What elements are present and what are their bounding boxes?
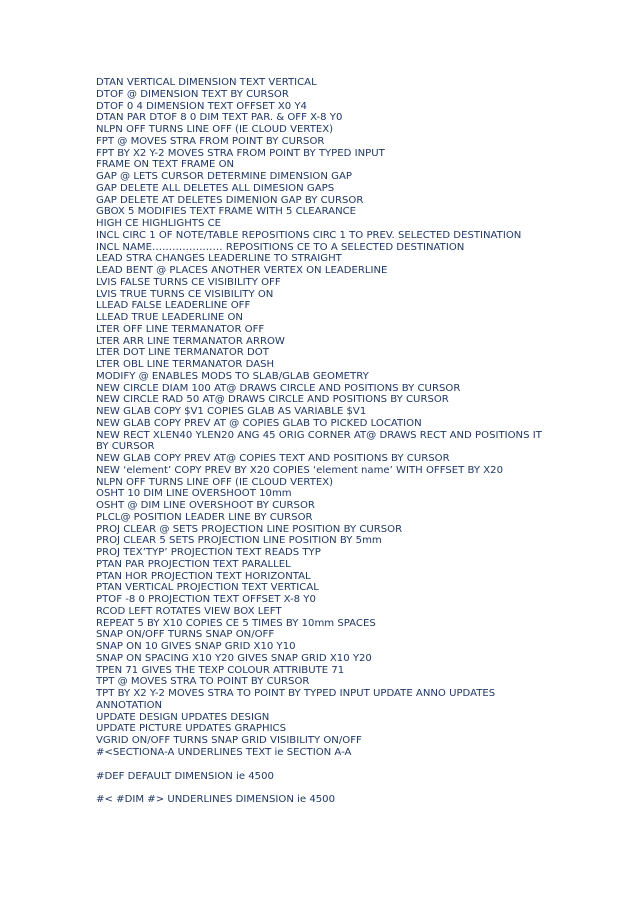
command-line: FRAME ON TEXT FRAME ON bbox=[96, 159, 235, 171]
command-line: NEW CIRCLE RAD 50 AT@ DRAWS CIRCLE AND POSITIONS BY CURSOR bbox=[96, 394, 449, 406]
command-line: INCL NAME………………… REPOSITIONS CE TO A SELECTED DESTINATION bbox=[96, 241, 465, 253]
command-line: LTER ARR LINE TERMANATOR ARROW bbox=[96, 335, 285, 347]
command-line: OSHT @ DIM LINE OVERSHOOT BY CURSOR bbox=[96, 500, 315, 511]
command-line: PROJ TEX’TYP’ PROJECTION TEXT READS TYP bbox=[96, 547, 321, 558]
command-line: DTAN PAR DTOF 8 0 DIM TEXT PAR. & OFF X-8 Y0 bbox=[96, 112, 343, 124]
command-line: FPT @ MOVES STRA FROM POINT BY CURSOR bbox=[96, 135, 325, 147]
command-line: NEW GLAB COPY PREV AT @ COPIES GLAB TO PICKED LOCATION bbox=[96, 417, 422, 429]
command-line: #<SECTIONA-A UNDERLINES TEXT ie SECTION A-A bbox=[96, 746, 352, 758]
command-line: SNAP ON 10 GIVES SNAP GRID X10 Y10 bbox=[96, 641, 296, 652]
command-line: PROJ CLEAR 5 SETS PROJECTION LINE POSITION BY 5mm bbox=[96, 535, 382, 547]
command-list bbox=[96, 77, 556, 806]
command-line: PTAN PAR PROJECTION TEXT PARALLEL bbox=[96, 558, 291, 570]
command-line: UPDATE PICTURE UPDATES GRAPHICS bbox=[96, 723, 286, 735]
command-line: GAP DELETE AT DELETES DIMENION GAP BY CURSOR bbox=[96, 194, 364, 206]
command-line: PROJ CLEAR @ SETS PROJECTION LINE POSITION BY CURSOR bbox=[96, 523, 403, 535]
command-line: LEAD BENT @ PLACES ANOTHER VERTEX ON LEADERLINE bbox=[96, 265, 388, 276]
command-line: TPT BY X2 Y-2 MOVES STRA TO POINT BY TYPED INPUT UPDATE ANNO UPDATES bbox=[96, 688, 496, 699]
command-line: NLPN OFF TURNS LINE OFF (IE CLOUD VERTEX) bbox=[96, 124, 334, 135]
paragraph-gap bbox=[96, 759, 556, 771]
command-line: VGRID ON/OFF TURNS SNAP GRID VISIBILITY ON/OFF bbox=[96, 735, 362, 746]
command-line: LTER OFF LINE TERMANATOR OFF bbox=[96, 323, 265, 335]
command-line: GAP DELETE ALL DELETES ALL DIMESION GAPS bbox=[96, 182, 335, 194]
command-line: TPEN 71 GIVES THE TEXP COLOUR ATTRIBUTE 71 bbox=[96, 664, 345, 676]
command-line: LEAD STRA CHANGES LEADERLINE TO STRAIGHT bbox=[96, 253, 342, 265]
command-line: GBOX 5 MODIFIES TEXT FRAME WITH 5 CLEARANCE bbox=[96, 206, 357, 218]
command-line: RCOD LEFT ROTATES VIEW BOX LEFT bbox=[96, 605, 282, 617]
command-line: LTER DOT LINE TERMANATOR DOT bbox=[96, 347, 269, 359]
command-line: FPT BY X2 Y-2 MOVES STRA FROM POINT BY TYPED INPUT bbox=[96, 147, 385, 159]
command-line: LVIS TRUE TURNS CE VISIBILITY ON bbox=[96, 288, 274, 300]
command-line: NLPN OFF TURNS LINE OFF (IE CLOUD VERTEX) bbox=[96, 476, 334, 488]
paragraph-gap bbox=[96, 782, 556, 794]
command-line: MODIFY @ ENABLES MODS TO SLAB/GLAB GEOMETRY bbox=[96, 370, 369, 382]
command-line: HIGH CE HIGHLIGHTS CE bbox=[96, 218, 222, 229]
command-line: TPT @ MOVES STRA TO POINT BY CURSOR bbox=[96, 676, 310, 688]
command-line-dim: #< #DIM #> UNDERLINES DIMENSION ie 4500 bbox=[96, 794, 336, 806]
command-line: PLCL@ POSITION LEADER LINE BY CURSOR bbox=[96, 511, 313, 523]
command-line: NEW GLAB COPY PREV AT@ COPIES TEXT AND POSITIONS BY CURSOR bbox=[96, 453, 450, 464]
command-line: SNAP ON SPACING X10 Y20 GIVES SNAP GRID X10 Y20 bbox=[96, 652, 372, 664]
command-lines bbox=[96, 77, 556, 759]
command-line: REPEAT 5 BY X10 COPIES CE 5 TIMES BY 10mm SPACES bbox=[96, 617, 376, 629]
command-line: DTOF @ DIMENSION TEXT BY CURSOR bbox=[96, 88, 289, 100]
command-line: SNAP ON/OFF TURNS SNAP ON/OFF bbox=[96, 629, 275, 641]
command-line: DTOF 0 4 DIMENSION TEXT OFFSET X0 Y4 bbox=[96, 100, 307, 112]
command-line: NEW CIRCLE DIAM 100 AT@ DRAWS CIRCLE AND POSITIONS BY CURSOR bbox=[96, 382, 461, 394]
command-line: PTAN VERTICAL PROJECTION TEXT VERTICAL bbox=[96, 582, 319, 594]
command-line: DTAN VERTICAL DIMENSION TEXT VERTICAL bbox=[96, 77, 317, 88]
command-line: INCL CIRC 1 OF NOTE/TABLE REPOSITIONS CIRC 1 TO PREV. SELECTED DESTINATION bbox=[96, 229, 522, 241]
command-line: PTOF -8 0 PROJECTION TEXT OFFSET X-8 Y0 bbox=[96, 594, 316, 605]
command-line: PTAN HOR PROJECTION TEXT HORIZONTAL bbox=[96, 570, 311, 582]
command-line: NEW RECT XLEN40 YLEN20 ANG 45 ORIG CORNER AT@ DRAWS RECT AND POSITIONS IT bbox=[96, 429, 542, 441]
command-line: NEW ‘element’ COPY PREV BY X20 COPIES ‘element name’ WITH OFFSET BY X20 bbox=[96, 464, 503, 476]
command-line: LTER OBL LINE TERMANATOR DASH bbox=[96, 359, 275, 370]
command-line: OSHT 10 DIM LINE OVERSHOOT 10mm bbox=[96, 488, 292, 500]
command-line: LLEAD FALSE LEADERLINE OFF bbox=[96, 300, 251, 312]
command-line: UPDATE DESIGN UPDATES DESIGN bbox=[96, 711, 270, 723]
command-line: ANNOTATION bbox=[96, 699, 163, 711]
command-line: GAP @ LETS CURSOR DETERMINE DIMENSION GAP bbox=[96, 171, 352, 182]
command-line: NEW GLAB COPY $V1 COPIES GLAB AS VARIABLE $V1 bbox=[96, 406, 367, 417]
command-line: LVIS FALSE TURNS CE VISIBILITY OFF bbox=[96, 276, 281, 288]
command-line-def: #DEF DEFAULT DIMENSION ie 4500 bbox=[96, 770, 274, 782]
command-line: LLEAD TRUE LEADERLINE ON bbox=[96, 312, 243, 323]
command-line: BY CURSOR bbox=[96, 441, 155, 453]
